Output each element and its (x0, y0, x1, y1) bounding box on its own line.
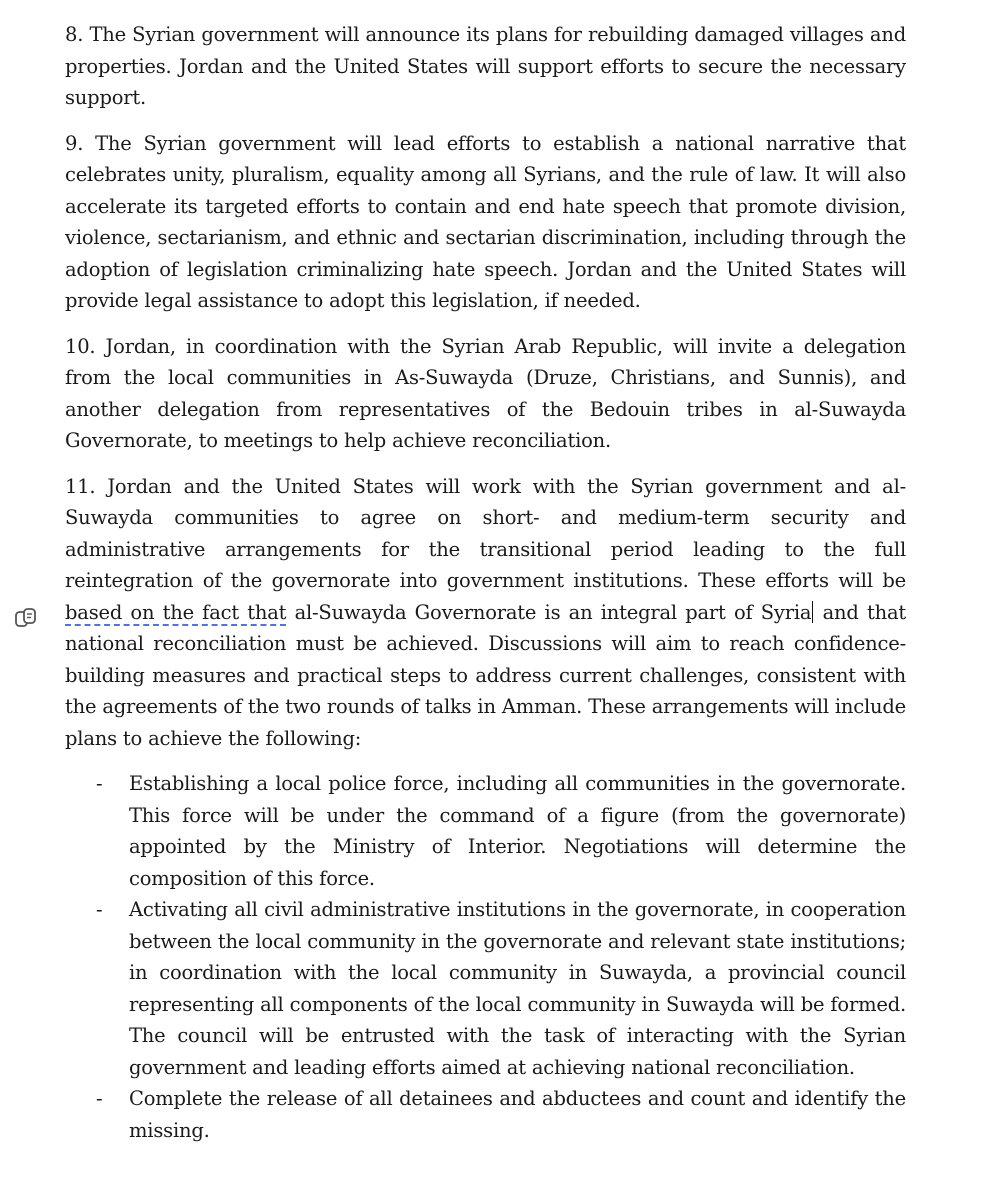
bullet-dash: - (96, 772, 103, 795)
copilot-icon[interactable] (13, 605, 39, 631)
bullet-dash: - (96, 898, 103, 921)
paragraph-11-text-a: 11. Jordan and the United States will work with the Syrian government and al-Suwayda communities to agree on short- and medium-term security and administrative arrangements for the transitional period leading to the full reintegration of the governorate into government institutions. These efforts will be (65, 474, 906, 592)
bullet-dash: - (96, 1087, 103, 1110)
paragraph-10: 10. Jordan, in coordination with the Syrian Arab Republic, will invite a delegation from the local communities in As-Suwayda (Druze, Christians, and Sunnis), and another delegation from representatives of the Bedouin tribes in al-Suwayda Governorate, to meetings to help achieve reconciliation. (65, 334, 906, 452)
list-item (65, 1083, 906, 1146)
list-item (65, 894, 906, 1083)
list-item-text: Complete the release of all detainees and abductees and count and identify the missing. (129, 1087, 906, 1142)
list-item-text: Activating all civil administrative institutions in the governorate, in cooperation between the local community in the governorate and relevant state institutions; in coordination with the local community in Suwayda, a provincial council representing all components of the local community in Suwayda will be formed. The council will be entrusted with the task of interacting with the Syrian government and leading efforts aimed at achieving national reconciliation. (129, 898, 906, 1079)
paragraph-11-text-b: al-Suwayda Governorate is an integral part of Syria (286, 600, 812, 624)
paragraph-9: 9. The Syrian government will lead efforts to establish a national narrative that celebrates unity, pluralism, equality among all Syrians, and the rule of law. It will also accelerate its targeted efforts to contain and end hate speech that promote division, violence, sectarianism, and ethnic and sectarian discrimination, including through the adoption of legislation criminalizing hate speech. Jordan and the United States will provide legal assistance to adopt this legislation, if needed. (65, 131, 906, 312)
paragraph-11 (65, 471, 906, 755)
flagged-phrase[interactable]: based on the fact that (65, 600, 287, 624)
arrangements-list (65, 768, 906, 1146)
list-item-text: Establishing a local police force, including all communities in the governorate. This force will be under the command of a figure (from the governorate) appointed by the Ministry of Interior. Negotiations will determine the composition of this force. (129, 772, 906, 890)
paragraph-11-text-c: and that national reconciliation must be achieved. Discussions will aim to reach confidence-building measures and practical steps to address current challenges, consistent with the agreements of the two rounds of talks in Amman. These arrangements will include plans to achieve the following: (65, 600, 907, 750)
document-body[interactable] (65, 19, 906, 1146)
paragraph-8: 8. The Syrian government will announce its plans for rebuilding damaged villages and properties. Jordan and the United States will support efforts to secure the necessary support. (65, 23, 906, 109)
list-item (65, 768, 906, 894)
